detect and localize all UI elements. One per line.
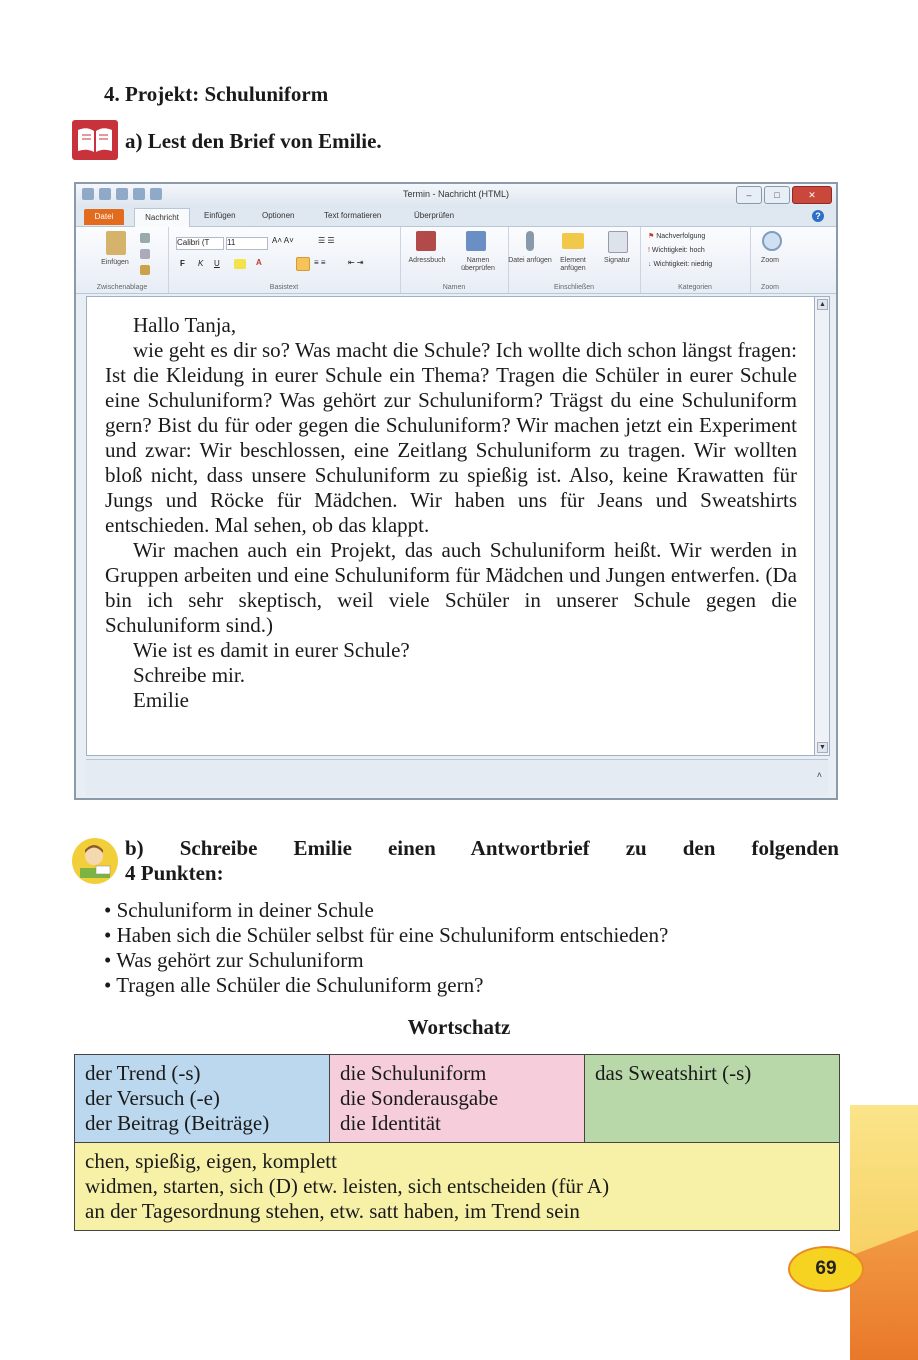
scroll-down-icon[interactable]: ▼	[817, 742, 828, 753]
arrow-down-icon: ↓	[648, 261, 652, 268]
address-book-icon[interactable]	[416, 231, 436, 251]
scroll-up-icon[interactable]: ▲	[817, 299, 828, 310]
close-button[interactable]: ✕	[792, 186, 832, 204]
zoom-label[interactable]: Zoom	[761, 257, 779, 264]
list-item: • Tragen alle Schüler die Schuluniform gern?	[104, 973, 484, 997]
vocabulary-table	[74, 1054, 840, 1231]
align-left-icon[interactable]	[296, 257, 310, 271]
italic-icon[interactable]: K	[198, 259, 204, 268]
message-body[interactable]	[86, 296, 816, 756]
underline-icon[interactable]: U	[214, 259, 220, 268]
letter-greeting: Hallo Tanja,	[133, 313, 237, 337]
high-importance-label: Wichtigkeit: hoch	[651, 247, 705, 254]
vocab-cell-feminine	[330, 1055, 585, 1142]
task-b-instruction: b) Schreibe Emilie einen Antwortbrief zu den folgenden	[125, 836, 839, 860]
tab-einfuegen[interactable]: Einfügen	[204, 211, 236, 220]
tab-datei[interactable]: Datei	[84, 209, 124, 225]
book-icon	[72, 120, 118, 160]
vocab-row-nouns	[75, 1055, 839, 1142]
magnifier-icon[interactable]	[762, 231, 782, 251]
include-group-label: Einschließen	[553, 284, 595, 291]
signature-label[interactable]: Signatur	[603, 257, 631, 264]
vocab-item: der Trend (-s)	[85, 1061, 201, 1085]
section-title: 4. Projekt: Schuluniform	[104, 82, 329, 106]
vocab-item: die Schuluniform	[340, 1061, 487, 1085]
paste-icon[interactable]	[106, 231, 126, 255]
vocab-item: chen, spießig, eigen, komplett	[85, 1149, 337, 1173]
vocab-item: der Beitrag (Beiträge)	[85, 1111, 270, 1135]
categories-group-label: Kategorien	[678, 284, 712, 291]
window-title: Termin - Nachricht (HTML)	[402, 189, 509, 199]
cut-icon[interactable]	[140, 233, 150, 243]
paperclip-icon[interactable]	[526, 231, 534, 251]
signature-icon[interactable]	[608, 231, 628, 253]
grow-font-icon[interactable]: A˄ A˅	[272, 236, 294, 245]
high-importance-button[interactable]	[648, 247, 705, 255]
letter-paragraph-1: wie geht es dir so? Was macht die Schule? Ich wollte dich schon längst fragen: Ist die Kleidung in eurer Schule ein Thema? Tragen die Schüler in eurer Schule eine Schuluniform? Was gehört zur Schuluniform? Trägst du eine Schuluniform gern? Bist du für oder gegen die Schuluniform? Wir machen jetzt ein Experiment und zwar: Wir beschlossen, eine Zeitlang Schuluniform zu tragen. Wir wollten bloß nicht, dass unsere Schuluniform zu spießig ist. Also, keine Krawatten für Jungs und Röcke für Mädchen. Wir haben uns für Jeans und Sweatshirts entschieden. Mal sehen, ob das klappt.	[105, 338, 797, 537]
maximize-button[interactable]: □	[764, 186, 790, 204]
chevron-up-icon[interactable]: ˄	[816, 770, 822, 780]
email-window	[74, 182, 838, 800]
align-center-icon[interactable]: ≡ ≡	[314, 258, 326, 267]
bullets-icon[interactable]: ☰ ☰	[318, 236, 335, 245]
vocab-cell-other	[75, 1142, 839, 1230]
bottom-bar	[86, 759, 828, 796]
check-names-icon[interactable]	[466, 231, 486, 251]
tab-ueberpruefen[interactable]: Überprüfen	[414, 211, 455, 220]
vertical-scrollbar[interactable]	[814, 296, 830, 756]
vocab-cell-masculine	[75, 1055, 330, 1142]
tab-optionen[interactable]: Optionen	[262, 211, 295, 220]
vocab-cell-neuter	[585, 1055, 839, 1142]
highlight-icon[interactable]	[234, 259, 246, 269]
vocab-item: das Sweatshirt (-s)	[595, 1061, 752, 1085]
bold-icon[interactable]: F	[180, 259, 185, 268]
format-painter-icon[interactable]	[140, 265, 150, 275]
list-item: • Was gehört zur Schuluniform	[104, 948, 364, 972]
attach-file-label[interactable]: Datei anfügen	[508, 257, 552, 264]
font-name-select[interactable]: Calibri (T	[176, 237, 224, 250]
indent-icon[interactable]: ⇤ ⇥	[348, 258, 364, 267]
tab-nachricht[interactable]: Nachricht	[134, 208, 190, 227]
letter-text	[105, 313, 797, 713]
exclamation-icon: !	[648, 247, 650, 254]
task-a-instruction: a) Lest den Brief von Emilie.	[125, 129, 382, 153]
envelope-icon[interactable]	[562, 233, 584, 249]
zoom-group-label: Zoom	[761, 284, 779, 291]
vocab-item: die Sonderausgabe	[340, 1086, 499, 1110]
address-book-label[interactable]: Adressbuch	[408, 257, 446, 264]
attach-item-label[interactable]: Element anfügen	[560, 257, 586, 272]
low-importance-label: Wichtigkeit: niedrig	[653, 261, 713, 268]
basictext-group-label: Basistext	[269, 284, 299, 291]
group-names	[400, 227, 509, 293]
copy-icon[interactable]	[140, 249, 150, 259]
letter-signature: Emilie	[133, 688, 189, 712]
vocab-item: an der Tagesordnung stehen, etw. satt haben, im Trend sein	[85, 1199, 580, 1223]
font-size-select[interactable]: 11	[226, 237, 268, 250]
student-icon	[72, 838, 118, 884]
help-icon[interactable]: ?	[812, 210, 824, 222]
clipboard-group-label: Zwischenablage	[96, 284, 148, 291]
group-clipboard	[76, 227, 169, 293]
group-categories	[640, 227, 751, 293]
letter-paragraph-2: Wir machen auch ein Projekt, das auch Schuluniform heißt. Wir werden in Gruppen arbeiten und eine Schuluniform für Mädchen und Jungen entwerfen. (Da bin ich sehr skeptisch, weil viele Schüler in unserer Schule gegen die Schuluniform sind.)	[105, 538, 797, 637]
list-item: • Haben sich die Schüler selbst für eine Schuluniform entschieden?	[104, 923, 669, 947]
letter-closing: Schreibe mir.	[133, 663, 245, 687]
group-zoom	[750, 227, 790, 293]
list-item: • Schuluniform in deiner Schule	[104, 898, 374, 922]
bullet-list	[104, 898, 668, 998]
paste-label[interactable]: Einfügen	[101, 259, 129, 266]
follow-up-label: Nachverfolgung	[656, 233, 706, 240]
low-importance-button[interactable]	[648, 261, 712, 269]
names-group-label: Namen	[442, 284, 466, 291]
wortschatz-title: Wortschatz	[407, 1015, 511, 1039]
check-names-label[interactable]: Namen überprüfen	[461, 257, 495, 272]
minimize-button[interactable]: –	[736, 186, 762, 204]
title-bar	[76, 184, 836, 208]
vocab-item: widmen, starten, sich (D) etw. leisten, sich entscheiden (für A)	[85, 1174, 610, 1198]
font-color-icon[interactable]: A	[256, 258, 262, 267]
flag-icon: ⚑	[648, 233, 655, 240]
task-b-instruction-line2: 4 Punkten:	[125, 861, 224, 885]
ribbon-tabs	[76, 208, 836, 227]
ribbon	[76, 227, 836, 294]
tab-text-formatieren[interactable]: Text formatieren	[324, 211, 382, 220]
group-basictext	[168, 227, 401, 293]
vocab-item: der Versuch (-e)	[85, 1086, 220, 1110]
group-include	[508, 227, 641, 293]
follow-up-button[interactable]	[648, 233, 705, 241]
vocab-item: die Identität	[340, 1111, 441, 1135]
page-number: 69	[788, 1246, 864, 1292]
letter-question: Wie ist es damit in eurer Schule?	[133, 638, 410, 662]
